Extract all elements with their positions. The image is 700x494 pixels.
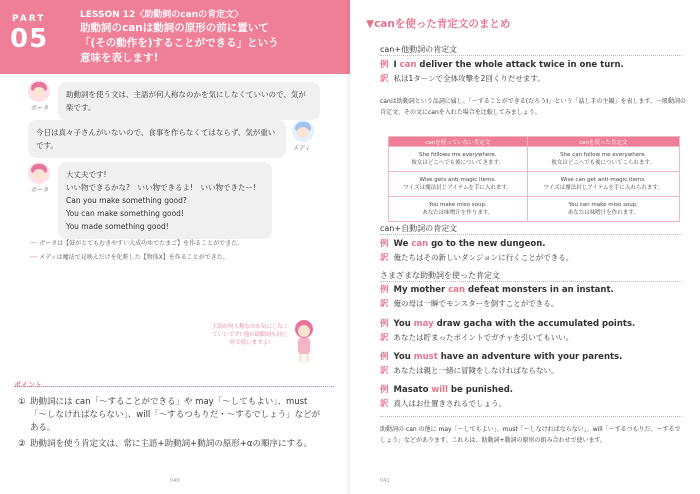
section-heading: can+自動詞の肯定文 xyxy=(380,224,458,233)
table-cell xyxy=(527,172,679,197)
bubble-line: Can you make something good? xyxy=(66,196,187,205)
example-english xyxy=(380,284,690,296)
example-translation xyxy=(380,298,690,310)
point-number: ② xyxy=(18,439,26,449)
section-divider xyxy=(380,281,682,282)
example-translation xyxy=(380,365,690,377)
section-divider xyxy=(380,55,682,56)
translation-text: 真人はお仕置きされるでしょう。 xyxy=(393,399,506,408)
example-mark: 例 xyxy=(380,60,389,70)
example-text: have an adventure with your parents. xyxy=(437,352,623,362)
lead-line: 「(その動作を)することができる」という xyxy=(80,37,279,49)
modal-verb: can xyxy=(411,239,429,249)
table-header: canを使っていない肯定文 xyxy=(389,137,528,147)
bubble-text: 助動詞を使う文は、主語が何人称なのかを気にしなくていいので、気が楽です。 xyxy=(66,90,306,112)
modal-verb: can xyxy=(399,60,417,70)
example-text: We xyxy=(393,239,412,249)
translation-text: 私は1ターンで全体攻撃を2回くりだせます。 xyxy=(393,74,545,83)
lead-line: 意味を表します! xyxy=(80,52,159,64)
example-english xyxy=(380,59,690,71)
translation-text: 俺たちはその新しいダンジョンに行くことができる。 xyxy=(393,253,574,262)
lesson-title: LESSON 12〈助動詞のcanの肯定文〉 xyxy=(80,10,244,20)
table-header: canを使った肯定文 xyxy=(527,137,679,147)
point-divider xyxy=(14,386,334,387)
note-line: ── ボータは【鼓がとてもむきやすい大成功ゆでたまご】を作ることができた。 xyxy=(30,240,244,247)
bubble-line: いい物できるかな? いい物できるよ! いい物できたー! xyxy=(66,183,256,192)
example-text: go to the new dungeon. xyxy=(428,239,546,249)
section-divider xyxy=(380,234,682,235)
translation-mark: 訳 xyxy=(380,333,389,343)
cell-japanese: ワイズは魔法封じアイテムを手に入れられます。 xyxy=(543,185,664,191)
point-number: ① xyxy=(18,397,26,407)
page-number: 041 xyxy=(380,478,390,484)
bubble-text: 今日は真々子さんがいないので、食事を作らなくてはならず、気が重いです。 xyxy=(36,128,276,150)
part-label: PART xyxy=(12,14,46,24)
example-text: You xyxy=(393,319,414,329)
cell-english: Wise gets anti-magic items. xyxy=(419,177,497,183)
translation-mark: 訳 xyxy=(380,366,389,376)
modal-verb: will xyxy=(431,385,448,395)
example-translation xyxy=(380,398,690,410)
point-text: 助動詞を使う肯定文は、常に主語+助動詞+動詞の原形+αの順序にする。 xyxy=(30,439,312,449)
section-heading: さまざまな助動詞を使った肯定文 xyxy=(380,271,500,280)
table-cell xyxy=(389,172,528,197)
example-mark: 例 xyxy=(380,352,389,362)
point-item xyxy=(18,396,323,435)
example-english xyxy=(380,318,690,330)
cell-english: She follows me everywhere. xyxy=(418,152,497,158)
modal-verb: must xyxy=(413,352,438,362)
note-text: メディは魔法で見映えだけを化粧した【物体X】を作ることができた。 xyxy=(39,254,229,261)
table-cell xyxy=(527,147,679,172)
example-translation xyxy=(380,73,690,85)
section-divider xyxy=(380,416,682,417)
triangle-marker: ▼ xyxy=(366,18,375,30)
translation-mark: 訳 xyxy=(380,253,389,263)
example-text: I xyxy=(393,60,400,70)
example-translation xyxy=(380,332,690,344)
section-heading: can+他動詞の肯定文 xyxy=(380,45,458,54)
pota-avatar xyxy=(28,162,50,184)
table-cell xyxy=(527,197,679,222)
note-line: ── メディは魔法で見映えだけを化粧した【物体X】を作ることができた。 xyxy=(30,254,229,261)
comparison-table xyxy=(388,136,680,222)
character-illustration xyxy=(292,318,316,364)
explanation-paragraph: 助動詞の can の他に may「～してもよい」、must「～しなければならない」、will「～するつもりだ、～するでしょう」などがあります。これらは、助動詞+動詞の原形の組み合わせで使います。 xyxy=(380,426,681,444)
example-text: You xyxy=(393,352,414,362)
example-english xyxy=(380,351,690,363)
cell-english: You make miso soup. xyxy=(428,202,487,208)
cell-japanese: あなたは味噌汁を作ります。 xyxy=(422,210,494,216)
speaker-label: ボータ xyxy=(31,187,50,194)
example-text: draw gacha with the accumulated points. xyxy=(433,319,636,329)
example-mark: 例 xyxy=(380,319,389,329)
example-text: defeat monsters in an instant. xyxy=(465,285,614,295)
modal-verb: may xyxy=(413,319,434,329)
speaker-label: ボータ xyxy=(31,105,50,112)
translation-text: 俺の母は一瞬でモンスターを倒すことができる。 xyxy=(393,299,559,308)
cell-japanese: あなたは味噌汁を作れます。 xyxy=(567,210,639,216)
table-cell xyxy=(389,197,528,222)
speech-bubble xyxy=(58,82,320,120)
bubble-line: You made something good! xyxy=(66,222,169,231)
speech-bubble xyxy=(28,120,286,158)
cell-japanese: 彼女はどこへでも後についてこられます。 xyxy=(551,160,656,166)
example-english xyxy=(380,238,690,250)
example-text: deliver the whole attack twice in one turn. xyxy=(416,60,624,70)
example-english xyxy=(380,384,690,396)
bubble-line: You can make something good! xyxy=(66,209,184,218)
cell-english: She can follow me everywhere. xyxy=(560,152,647,158)
speaker-label: メディ xyxy=(293,145,311,152)
table-cell xyxy=(389,147,528,172)
table-row xyxy=(389,172,680,197)
lead-line: 助動詞のcanは動詞の原形の前に置いて xyxy=(80,22,269,34)
example-text: Masato xyxy=(393,385,432,395)
point-item xyxy=(18,438,323,451)
note-text: ボータは【鼓がとてもむきやすい大成功ゆでたまご】を作ることができた。 xyxy=(39,240,244,247)
translation-mark: 訳 xyxy=(380,299,389,309)
character-side-note: 主語が何人称なのか気にしなくていいです! 他の助動詞も同じ形で使いますよ! xyxy=(211,324,289,346)
cell-japanese: 彼女はどこへでも後についてきます。 xyxy=(411,160,505,166)
example-mark: 例 xyxy=(380,385,389,395)
translation-mark: 訳 xyxy=(380,74,389,84)
speech-bubble xyxy=(58,162,272,239)
example-text: be punished. xyxy=(447,385,514,395)
cell-english: Wise can get anti-magic items. xyxy=(560,177,646,183)
point-label: ポイント xyxy=(14,381,42,389)
point-text: 助動詞には can「～することができる」や may「～してもよい」、must「～しなければならない」、will「～するつもりだ・～するでしょう」などがある。 xyxy=(30,397,321,433)
table-row xyxy=(389,197,680,222)
pota-avatar xyxy=(28,80,50,102)
lesson-header xyxy=(0,0,350,74)
example-translation xyxy=(380,252,690,264)
right-page xyxy=(350,0,700,494)
translation-text: あなたは親と一緒に冒険をしなければならない。 xyxy=(393,366,559,375)
medi-avatar xyxy=(292,120,314,142)
cell-english: You can make miso soup. xyxy=(568,202,639,208)
example-mark: 例 xyxy=(380,285,389,295)
summary-title-text: canを使った肯定文のまとめ xyxy=(374,18,511,30)
table-row xyxy=(389,147,680,172)
summary-title xyxy=(366,16,510,31)
cell-japanese: ワイズは魔法封じアイテムを手に入れます。 xyxy=(403,185,513,191)
lesson-lead xyxy=(80,21,320,66)
page-number: 040 xyxy=(170,478,180,484)
bubble-line: 大丈夫です! xyxy=(66,170,107,179)
example-mark: 例 xyxy=(380,239,389,249)
translation-mark: 訳 xyxy=(380,399,389,409)
modal-verb: can xyxy=(448,285,466,295)
explanation-paragraph: canは助動詞という品詞に属し、「～することができる(だろう)」という「話し手の主観」を表します。一般動詞の肯定文、その文にcanを入れた場合を比較してみましょう。 xyxy=(380,98,686,116)
translation-text: あなたは貯まったポイントでガチャを引いてもいい。 xyxy=(393,333,574,342)
example-text: My mother xyxy=(393,285,449,295)
part-number: 05 xyxy=(10,24,49,54)
